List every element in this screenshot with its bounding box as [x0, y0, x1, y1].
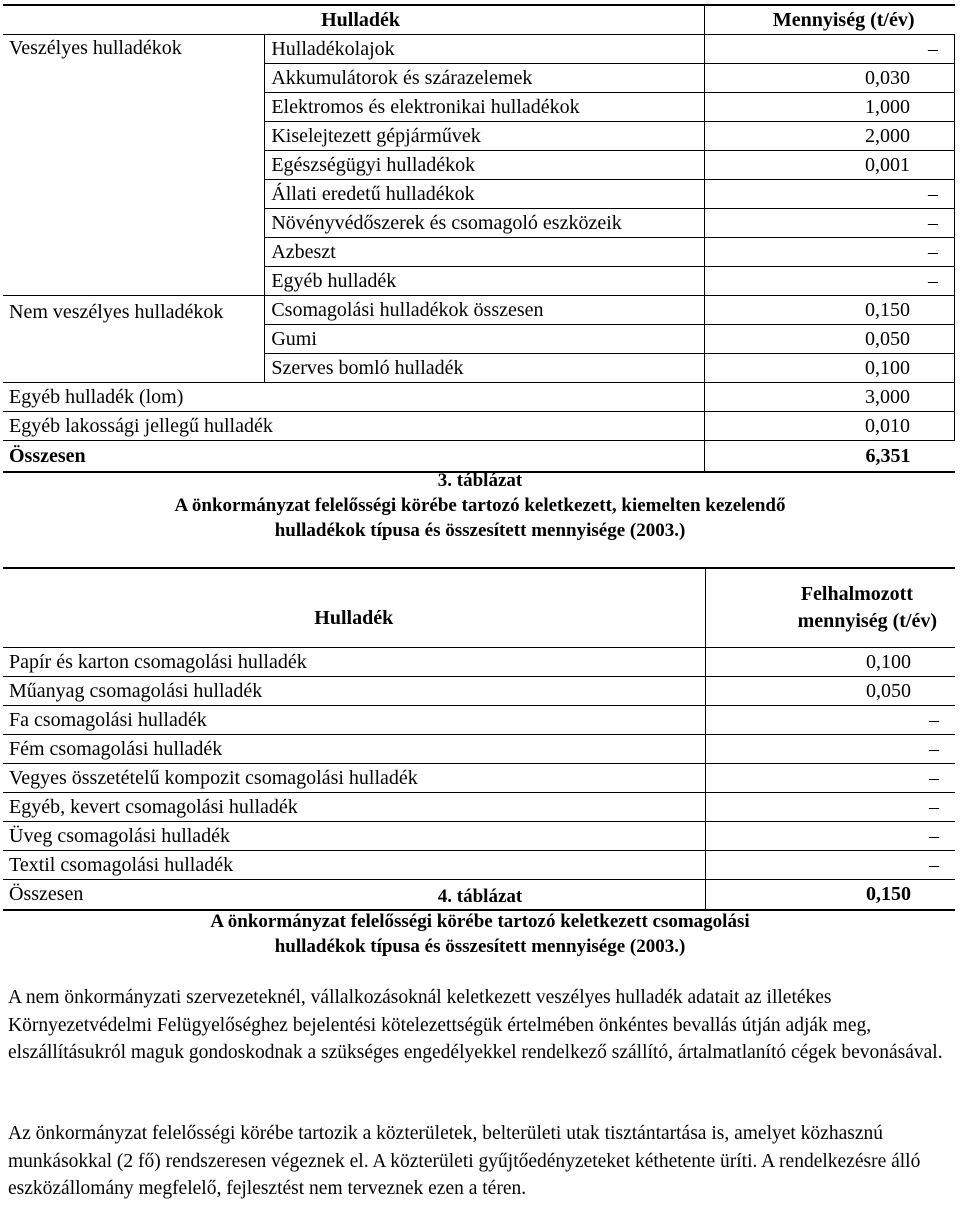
table-cell-name: Hulladékolajok	[265, 35, 705, 64]
table-row	[3, 706, 955, 735]
table-cell-value: –	[705, 209, 955, 238]
table-cell-value: 0,010	[705, 412, 955, 441]
table-cell-name: Egészségügyi hulladékok	[265, 151, 705, 180]
table-row	[3, 296, 955, 325]
table-cell-name: Elektromos és elektronikai hulladékok	[265, 93, 705, 122]
table-cell-name: Egyéb lakossági jellegű hulladék	[3, 412, 705, 441]
table-4	[3, 567, 955, 911]
table-4-header-mennyiseg	[705, 568, 955, 648]
table-cell-value: 0,150	[705, 296, 955, 325]
table-3-header-row	[3, 5, 955, 35]
table-4-header-line2: mennyiség (t/év)	[797, 610, 937, 632]
table-4-caption-number: 4. táblázat	[437, 886, 523, 907]
table-cell-name: Műanyag csomagolási hulladék	[3, 677, 705, 706]
table-cell-value: –	[705, 822, 955, 851]
table-cell-value: –	[705, 793, 955, 822]
table-cell-value: –	[705, 267, 955, 296]
table-cell-value: 0,050	[705, 325, 955, 354]
table-row	[3, 764, 955, 793]
table-3-caption-number: 3. táblázat	[437, 470, 523, 491]
table-cell-value: –	[705, 706, 955, 735]
table-row	[3, 677, 955, 706]
table-row	[3, 793, 955, 822]
table-cell-name: Azbeszt	[265, 238, 705, 267]
table-4-total-value: 0,150	[705, 880, 955, 911]
table-cell-name: Gumi	[265, 325, 705, 354]
table-cell-name: Állati eredetű hulladékok	[265, 180, 705, 209]
table-cell-name: Egyéb, kevert csomagolási hulladék	[3, 793, 705, 822]
table-4-caption	[0, 884, 960, 959]
table-cell-value: 3,000	[705, 383, 955, 412]
table-4-header-line1: Felhalmozott	[800, 583, 913, 605]
table-3-caption-line2: hulladékok típusa és összesített mennyisége (2003.)	[274, 520, 686, 541]
table-row	[3, 383, 955, 412]
table-row	[3, 648, 955, 677]
table-3-header-hulladek: Hulladék	[3, 5, 705, 35]
table-cell-value: 0,001	[705, 151, 955, 180]
table-3-header-mennyiseg: Mennyiség (t/év)	[705, 5, 955, 35]
table-4-header-hulladek: Hulladék	[3, 568, 705, 648]
table-row	[3, 851, 955, 880]
table-cell-value: 1,000	[705, 93, 955, 122]
table-3	[3, 4, 955, 473]
table-row	[3, 735, 955, 764]
table-cell-name: Egyéb hulladék (lom)	[3, 383, 705, 412]
paragraph-2: Az önkormányzat felelősségi körébe tartozik a közterületek, belterületi utak tisztántartása is, amelyet közhasznú munkásokkal (2 fő) rendszeresen végeznek el. A közterületi gyűjtőedényzeteket kéthetente üríti. A rendelkezésre álló eszközállomány megfelelő, fejlesztést nem terveznek ezen a téren.	[8, 1123, 921, 1199]
table-cell-value: 2,000	[705, 122, 955, 151]
table-row	[3, 822, 955, 851]
table-cell-value: 0,050	[705, 677, 955, 706]
table-cell-name: Papír és karton csomagolási hulladék	[3, 648, 705, 677]
table-4-header-row	[3, 568, 955, 648]
table-cell-name: Üveg csomagolási hulladék	[3, 822, 705, 851]
table-cell-value: 0,100	[705, 648, 955, 677]
table-4-caption-line2: hulladékok típusa és összesített mennyisége (2003.)	[274, 936, 686, 957]
table-cell-value: –	[705, 851, 955, 880]
table-cell-name: Szerves bomló hulladék	[265, 354, 705, 383]
table-cell-name: Növényvédőszerek és csomagoló eszközeik	[265, 209, 705, 238]
paragraph-1: A nem önkormányzati szervezeteknél, vállalkozásoknál keletkezett veszélyes hulladék adatait az illetékes Környezetvédelmi Felügyelőséghez bejelentési kötelezettségük értelmében önkéntes bevallás útján adják meg, elszállításukról maguk gondoskodnak a szükséges engedélyekkel rendelkező szállító, ártalmatlanító cégek bevonásával.	[8, 987, 943, 1063]
table-3-total-value: 6,351	[705, 441, 955, 473]
table-cell-value: –	[705, 238, 955, 267]
table-cell-name: Kiselejtezett gépjárművek	[265, 122, 705, 151]
table-cell-value: –	[705, 35, 955, 64]
table-cell-name: Egyéb hulladék	[265, 267, 705, 296]
table-row	[3, 35, 955, 64]
table-cell-name: Fa csomagolási hulladék	[3, 706, 705, 735]
table-4-total-label: Összesen	[3, 880, 705, 911]
table-4-caption-line1: A önkormányzat felelősségi körébe tartozó keletkezett csomagolási	[210, 911, 750, 932]
table-cell-value: 0,030	[705, 64, 955, 93]
table-cell-value: 0,100	[705, 354, 955, 383]
table-3-caption-line1: A önkormányzat felelősségi körébe tartozó keletkezett, kiemelten kezelendő	[174, 495, 786, 516]
nem-veszelyes-group-label: Nem veszélyes hulladékok	[3, 296, 265, 383]
table-row	[3, 412, 955, 441]
table-cell-name: Akkumulátorok és szárazelemek	[265, 64, 705, 93]
table-cell-name: Vegyes összetételű kompozit csomagolási hulladék	[3, 764, 705, 793]
table-3-total-label: Összesen	[3, 441, 705, 473]
table-cell-name: Textil csomagolási hulladék	[3, 851, 705, 880]
table-cell-name: Csomagolási hulladékok összesen	[265, 296, 705, 325]
table-cell-value: –	[705, 764, 955, 793]
veszelyes-group-label: Veszélyes hulladékok	[3, 35, 265, 296]
table-cell-name: Fém csomagolási hulladék	[3, 735, 705, 764]
table-cell-value: –	[705, 180, 955, 209]
table-cell-value: –	[705, 735, 955, 764]
table-3-caption	[0, 468, 960, 543]
